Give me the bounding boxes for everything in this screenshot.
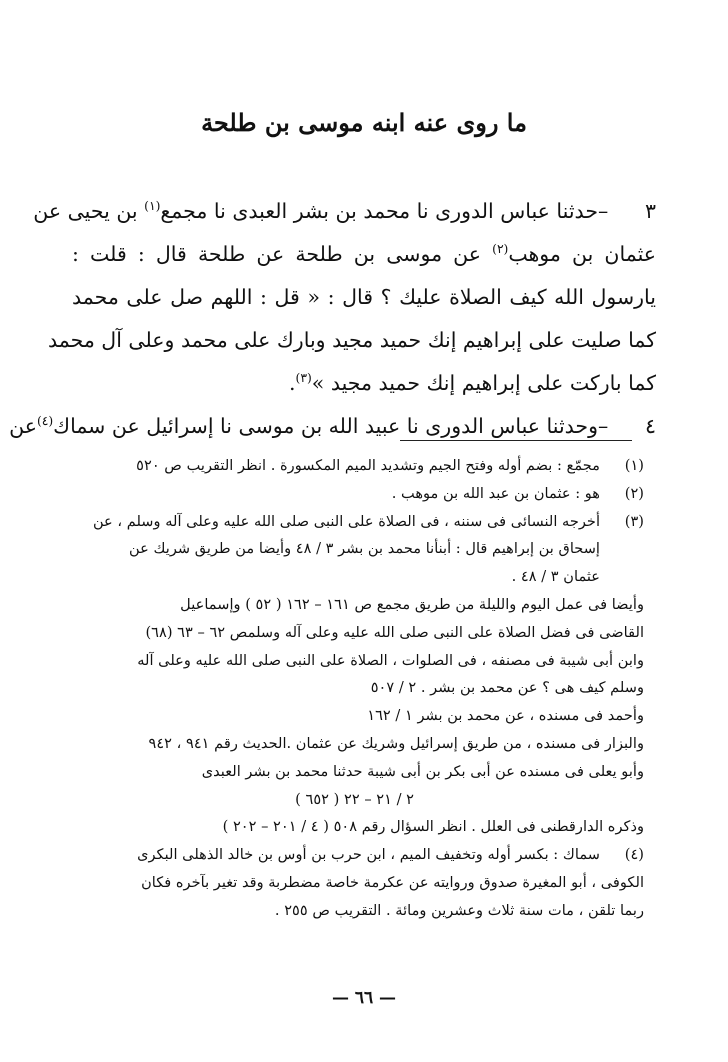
hadith-4-line-1 — [9, 405, 656, 448]
page-number: — ٦٦ — — [331, 988, 397, 1008]
footnote-ref-1: (١) — [144, 199, 161, 214]
hadith-3-line-1 — [33, 190, 656, 233]
hadith-3-text-1b: بن يحيى عن — [33, 199, 145, 223]
footnote-ref-3: (٣) — [295, 371, 312, 386]
hadith-3-text-2a: عثمان بن موهب — [508, 242, 656, 266]
footnote-3-line-8: وأحمد فى مسنده ، عن محمد بن بشر ١ / ١٦٢ — [367, 707, 644, 725]
footnote-3-line-10: وأبو يعلى فى مسنده عن أبى بكر بن أبى شيبة حدثنا محمد بن بشر العبدى — [201, 762, 644, 780]
hadith-3-number: ٣ – — [598, 199, 656, 223]
footnote-3-line-3: عثمان ٣ / ٤٨ . — [511, 568, 600, 586]
hadith-3-line-4: كما صليت على إبراهيم إنك حميد مجيد وبارك على محمد وعلى آل محمد — [47, 328, 656, 352]
footnotes — [72, 452, 644, 925]
footnote-2-text: هو : عثمان بن عبد الله بن موهب . — [391, 484, 600, 502]
footnote-ref-2: (٢) — [492, 242, 509, 257]
hadith-3-line-5 — [72, 362, 656, 405]
footnote-4-line-3: ربما تلقن ، مات سنة ثلاث وعشرين ومائة . التقريب ص ٢٥٥ . — [274, 901, 644, 919]
main-text — [9, 190, 656, 448]
footnote-4-number: (٤) — [624, 846, 644, 864]
hadith-3-text-1a: حدثنا عباس الدورى نا محمد بن بشر العبدى نا مجمع — [160, 199, 598, 223]
footnote-ref-4: (٤) — [36, 414, 54, 429]
footnote-1-text: مجمّع : بضم أوله وفتح الجيم وتشديد الميم المكسورة . انظر التقريب ص ٥٢٠ — [136, 457, 600, 474]
hadith-4-number: ٤ – — [598, 414, 656, 438]
footnote-4-line-2: الكوفى ، أبو المغيرة صدوق وروايته عن عكرمة خاصة مضطربة وقد تغير بآخره فكان — [141, 873, 644, 891]
footnote-3-line-6: وابن أبى شيبة فى مصنفه ، فى الصلوات ، الصلاة على النبى صلى الله عليه وعلى آله — [137, 651, 644, 669]
footnote-3-line-12: وذكره الدارقطنى فى العلل . انظر السؤال رقم ٥٠٨ ( ٤ / ٢٠١ – ٢٠٢ ) — [222, 818, 644, 836]
hadith-4-text-1b: عن — [9, 414, 37, 438]
footnote-1 — [72, 452, 644, 480]
footnote-3-line-1: أخرجه النسائى فى سننه ، فى الصلاة على النبى صلى الله عليه وعلى آله وسلم ، عن — [92, 512, 600, 530]
footnote-2-number: (٢) — [624, 484, 644, 502]
footnote-3-line-11: ٢ / ٢١ – ٢٢ ( ٦٥٢ ) — [295, 790, 414, 808]
hadith-3-text-2b: عن موسى بن طلحة عن طلحة قال : قلت : — [72, 242, 493, 266]
footnote-3-line-7: وسلم كيف هى ؟ عن محمد بن بشر . ٢ / ٥٠٧ — [370, 679, 644, 697]
hadith-4-text-1a: وحدثنا عباس الدورى نا عبيد الله بن موسى نا إسرائيل عن سماك — [53, 414, 598, 438]
footnote-3-number: (٣) — [624, 512, 644, 530]
section-title: ما روى عنه ابنه موسى بن طلحة — [201, 108, 527, 137]
footnote-4-line-1: سماك : بكسر أوله وتخفيف الميم ، ابن حرب بن أوس بن خالد الذهلى البكرى — [137, 846, 600, 864]
footnote-3-line-4: وأيضا فى عمل اليوم والليلة من طريق مجمع ص ١٦١ – ١٦٢ ( ٥٢ ) وإسماعيل — [180, 595, 644, 613]
footnote-3-line-2: إسحاق بن إبراهيم قال : أبنأنا محمد بن بشر ٣ / ٤٨ وأيضا من طريق شريك عن — [129, 540, 600, 558]
hadith-3-text-5: كما باركت على إبراهيم إنك حميد مجيد » — [311, 371, 656, 395]
hadith-3-line-2 — [72, 233, 656, 276]
footnote-4 — [72, 841, 644, 869]
footnote-separator — [400, 440, 632, 441]
footnote-1-number: (١) — [624, 457, 644, 474]
hadith-3-line-3: يارسول الله كيف الصلاة عليك ؟ قال : « قل : اللهم صل على محمد — [72, 285, 656, 309]
hadith-3-end: . — [289, 371, 296, 395]
footnote-3 — [72, 508, 644, 536]
footnote-3-line-9: والبزار فى مسنده ، من طريق إسرائيل وشريك عن عثمان .الحديث رقم ٩٤١ ، ٩٤٢ — [148, 734, 644, 752]
footnote-2 — [72, 480, 644, 508]
footnote-3-line-5: القاضى فى فضل الصلاة على النبى صلى الله عليه وعلى آله وسلمص ٦٢ – ٦٣ (٦٨) — [145, 623, 644, 641]
